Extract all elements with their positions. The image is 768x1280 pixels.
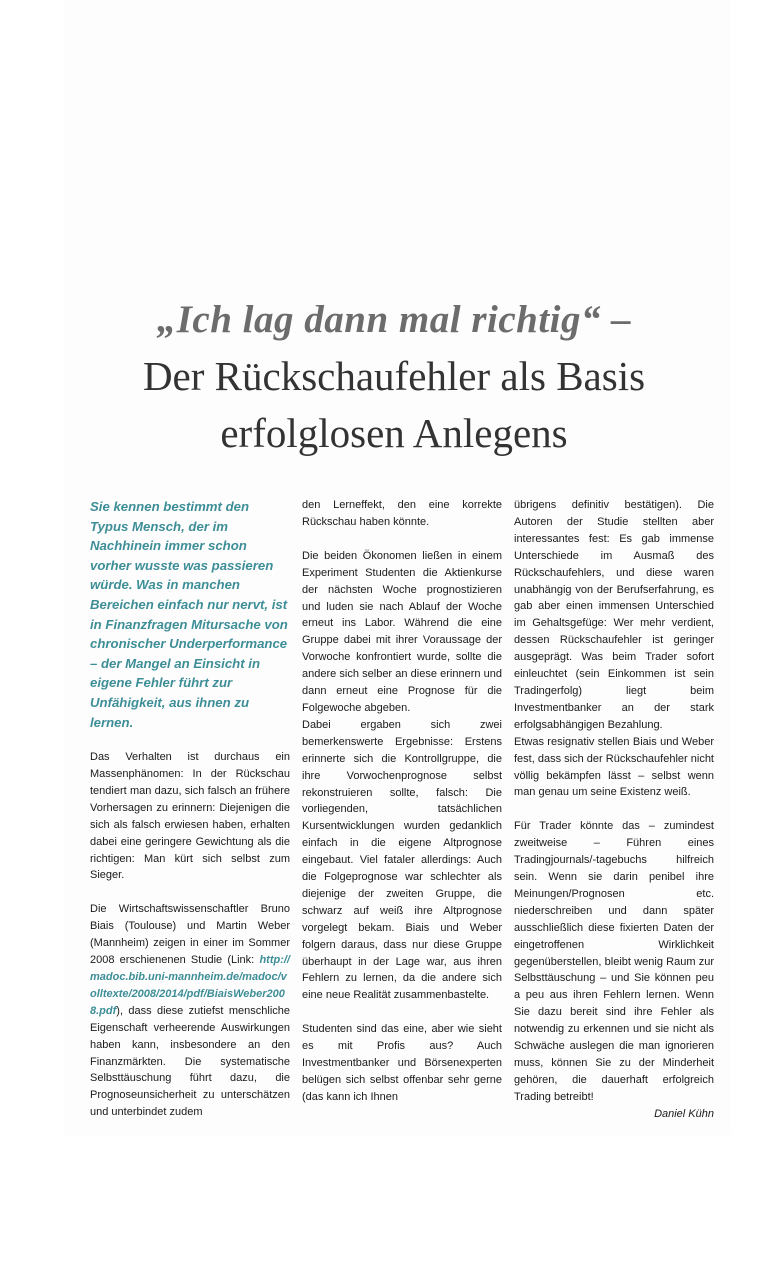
article-lead-paragraph: Sie kennen bestimmt den Typus Mensch, der im Nachhinein immer schon vorher wusste was passieren würde. Was in manchen Bereichen einfach nur nervt, ist in Finanzfragen Mitursache von chronischer Underperformance – der Mangel an Einsicht in eigene Fehler führt zur Unfähigkeit, aus ihnen zu lernen.	[90, 499, 288, 730]
paragraph: Das Verhalten ist durchaus ein Massenphänomen: In der Rückschau tendiert man dazu, sich falsch an frühere Vorhersagen zu erinnern: Diejenigen die sich als falsch erwiesen haben, erhalten dabei eine geringere Gewichtung als die richtigen: Man kürt sich selbst zum Sieger.	[90, 751, 290, 882]
paragraph-text: ), dass diese zutiefst menschliche Eigenschaft verheerende Auswirkungen haben kann, insbesondere an den Finanzmärkten. Die systematische Selbsttäuschung führt dazu, die Prognoseunsicherheit zu unterschätzen und unterbindet zudem	[90, 1004, 290, 1119]
column-3	[514, 497, 714, 1140]
paragraph: Dabei ergaben sich zwei bemerkenswerte Ergebnisse: Erstens erinnerte sich die Kontrollgruppe, die ihre Vorwochenprognose selbst rekonstruieren sollte, falsch: Die vorliegenden, tatsächlichen Kursentwicklungen wurden gedanklich einfach in die eigene Altprognose eingebaut. Viel fataler allerdings: Auch die Folgeprognose war schlechter als diejenige der zweiten Gruppe, die schwarz auf weiß ihre Altprognose vorgelegt bekam. Biais und Weber folgern daraus, dass nur diese Gruppe überhaupt in der Lage war, aus ihren Fehlern zu lernen, da die andere sich eine neue Realität zusammenbastelte.	[302, 718, 502, 1002]
author-byline: Daniel Kühn	[654, 1107, 714, 1120]
article-title-line3: erfolglosen Anlegens	[220, 410, 568, 456]
paragraph: Etwas resignativ stellen Biais und Weber fest, dass sich der Rückschaufehler nicht völlig bekämpfen lässt – selbst wenn man genau um seine Existenz weiß.	[514, 735, 714, 799]
article-title	[64, 292, 724, 462]
column-1	[90, 497, 290, 1140]
paragraph: Die beiden Ökonomen ließen in einem Experiment Studenten die Aktienkurse der nächsten Woche prognostizieren und luden sie nach Ablauf der Woche erneut ins Labor. Während die eine Gruppe dabei mit ihrer Voraussage der Vorwoche konfrontiert wurde, sollte die andere sich selber an diese erinnern und dann erneut eine Prognose für die Folgewoche abgeben.	[302, 549, 502, 714]
article-title-line2: Der Rückschaufehler als Basis	[142, 353, 646, 399]
paragraph: übrigens definitiv bestätigen). Die Autoren der Studie stellten aber interessantes fest: Es gab immense Unterschiede im Ausmaß des Rückschaufehlers, und diese waren unabhängig von der Berufserfahrung, es gab aber einen immensen Unterschied im Gehaltsgefüge: Wer mehr verdient, dessen Rückschaufehler ist geringer ausgeprägt. Was beim Trader sofort einleuchtet (sein Einkommen ist sein Tradingerfolg) liegt beim Investmentbanker an der stark erfolgsabhängigen Bezahlung.	[514, 499, 714, 731]
column-2	[302, 497, 502, 1140]
article-body	[90, 497, 714, 1140]
study-pdf-link[interactable]: http://madoc.bib.uni-mannheim.de/madoc/volltexte/2008/2014/pdf/BiaisWeber2008.pdf	[90, 954, 290, 1017]
paragraph: Für Trader könnte das – zumindest zweitweise – Führen eines Tradingjournals/-tagebuchs hilfreich sein. Wenn sie darin penibel ihre Meinungen/Prognosen etc. niederschreiben und dann später ausschließlich diese fixierten Daten der eingetroffenen Wirklichkeit gegenüberstellen, bleibt wenig Raum zur Selbsttäuschung – und Sie können peu a peu aus ihren Fehlern lernen. Wenn Sie dazu bereit sind ihre Fehler als notwendig zu erkennen und sie nicht als Schwäche auslegen die man ignorieren muss, können Sie zu der Minderheit gehören, die dauerhaft erfolgreich Trading betreibt!	[514, 820, 714, 1103]
paragraph: Studenten sind das eine, aber wie sieht es mit Profis aus? Auch Investmentbanker und Börsenexperten belügen sich selbst offenbar sehr gerne (das kann ich Ihnen	[302, 1023, 502, 1103]
paragraph-with-link	[90, 901, 290, 1121]
paragraph: den Lerneffekt, den eine korrekte Rückschau haben könnte.	[302, 499, 502, 528]
article-title-quote: „Ich lag dann mal richtig“ –	[156, 298, 632, 341]
paragraph-text: Die Wirtschaftswissenschaftler Bruno Biais (Toulouse) und Martin Weber (Mannheim) zeigen in einer im Sommer 2008 erschienenen Studie (Link:	[90, 903, 290, 967]
